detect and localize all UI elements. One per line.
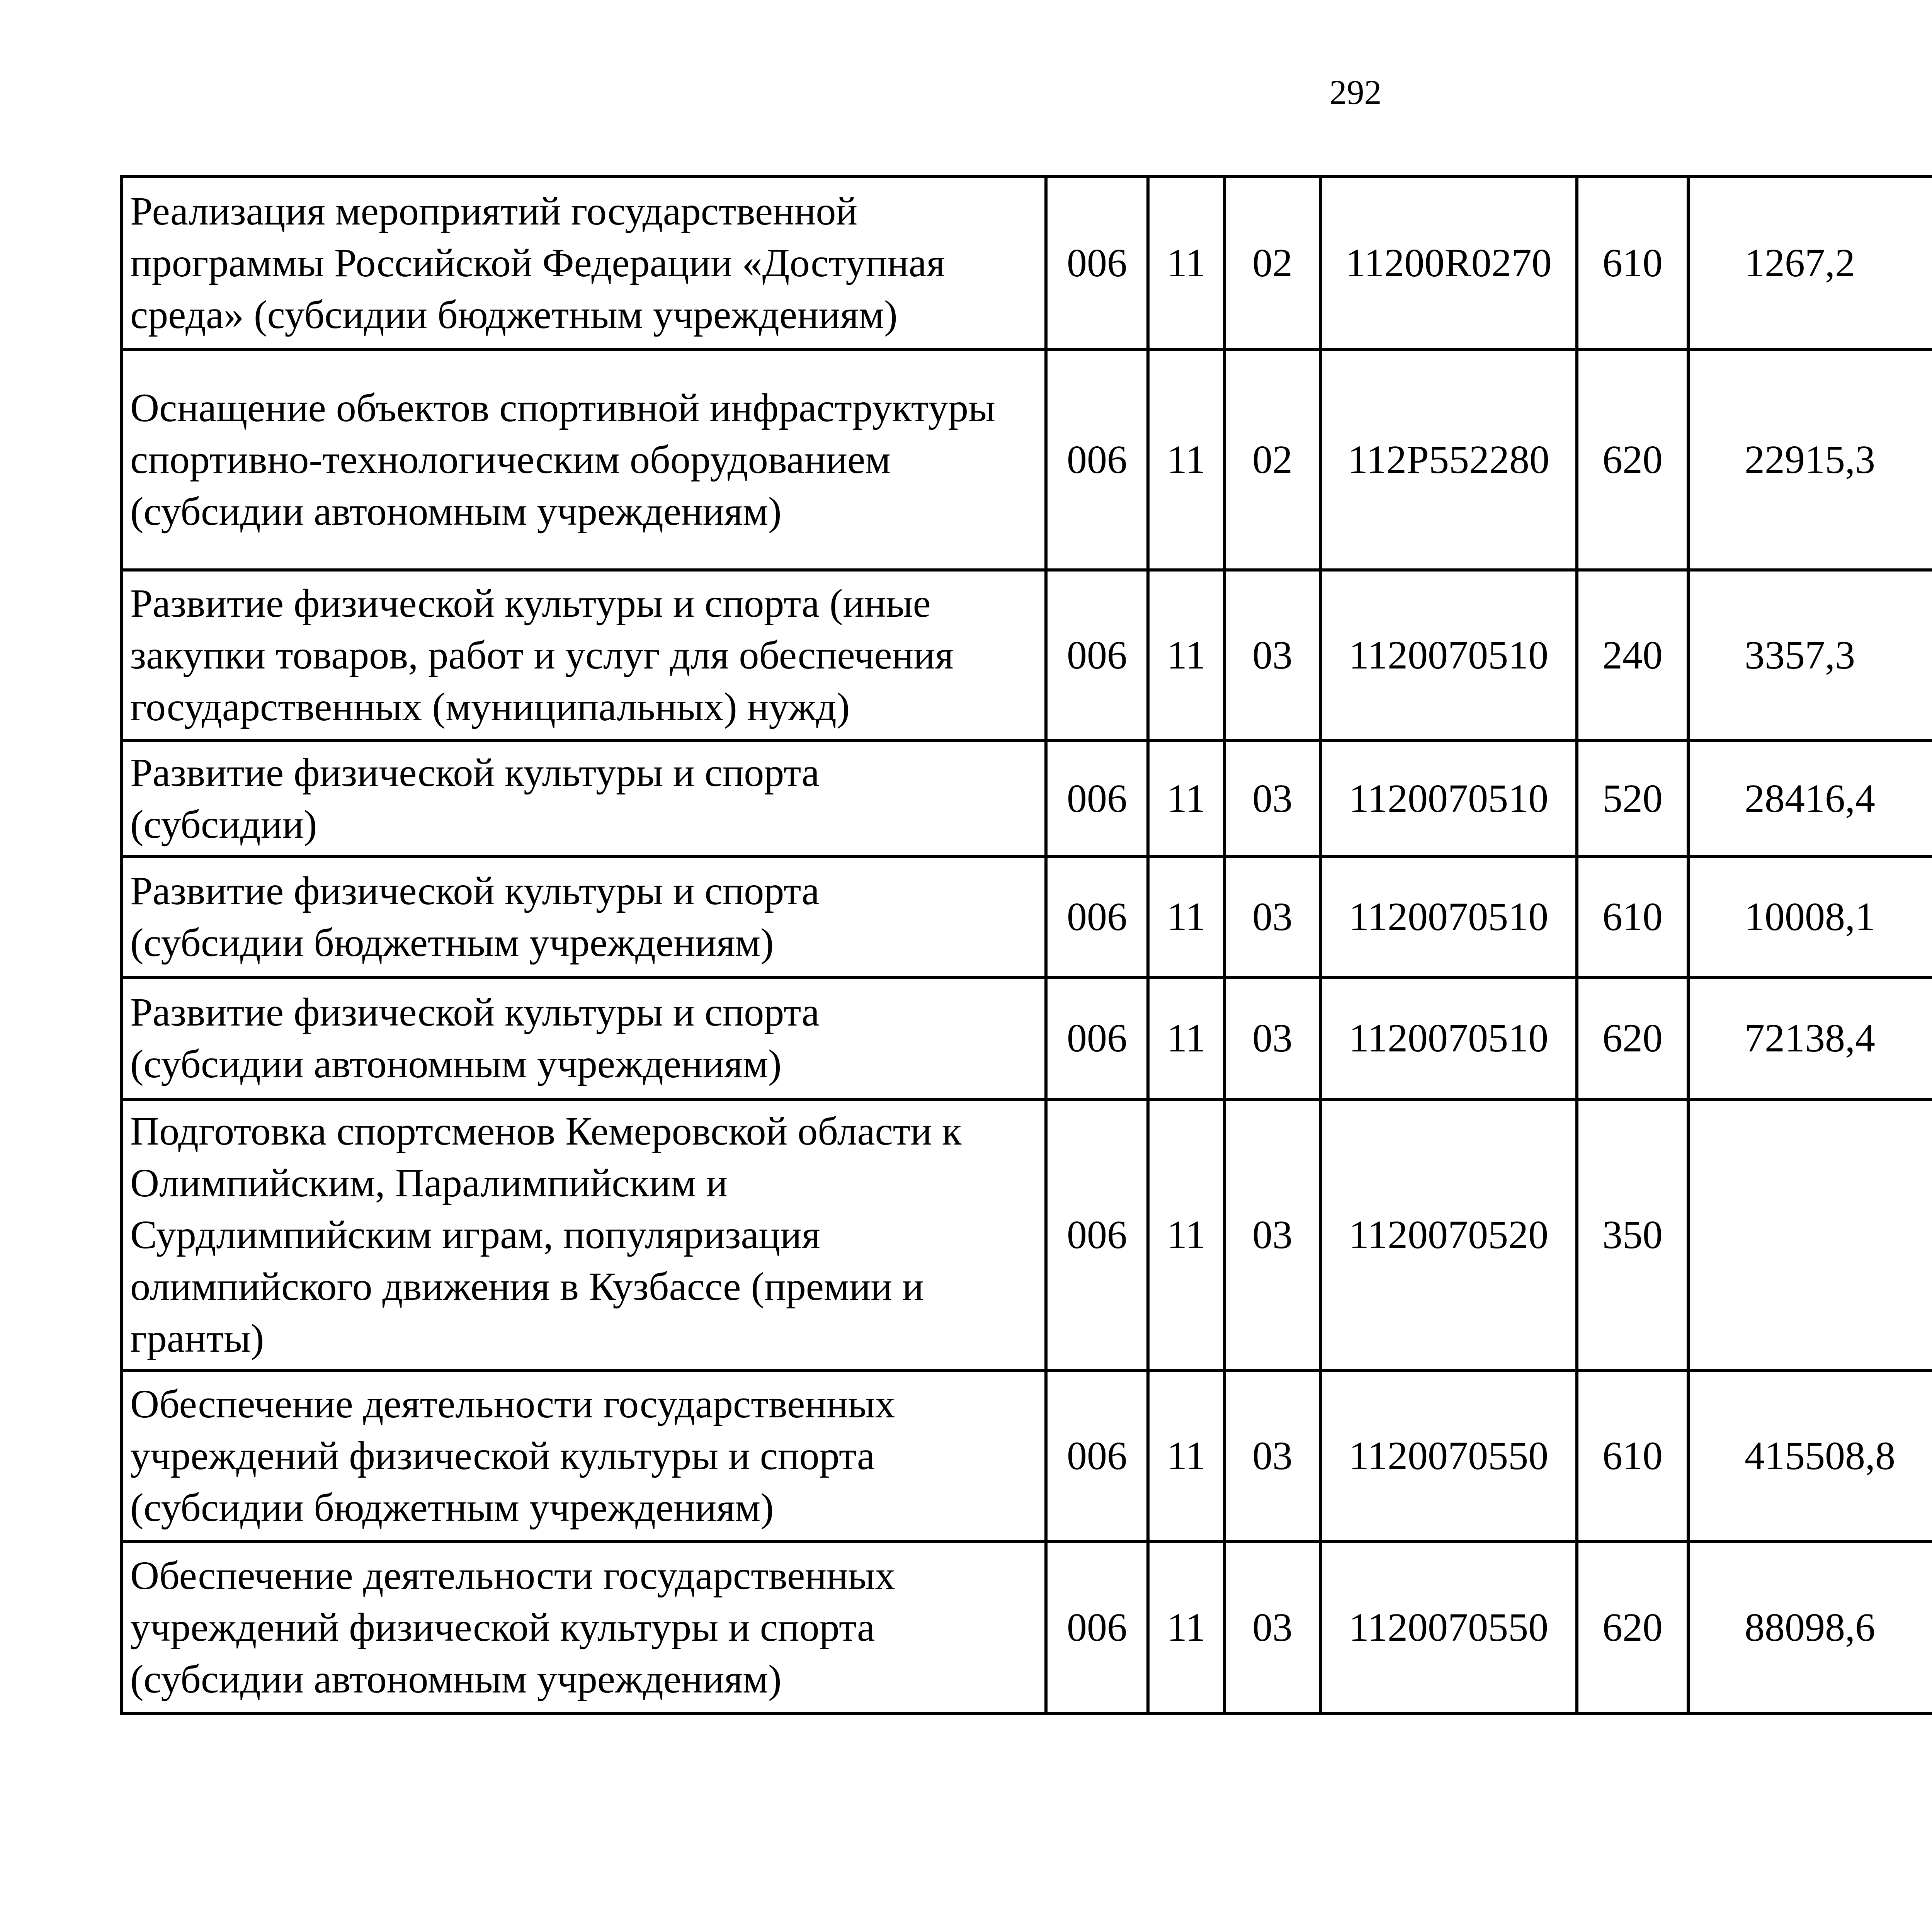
row-description: Развитие физической культуры и спорта (субсидии автономным учреждениям)	[122, 977, 1046, 1099]
subsection-code: 03	[1225, 977, 1320, 1099]
row-description: Обеспечение деятельности государственных учреждений физической культуры и спорта (субсидии автономным учреждениям)	[122, 1541, 1046, 1714]
section-code: 11	[1148, 977, 1225, 1099]
section-code: 11	[1148, 1099, 1225, 1371]
subsection-code: 03	[1225, 1541, 1320, 1714]
ministry-code: 006	[1046, 1099, 1148, 1371]
table-row	[122, 857, 1932, 977]
subsection-code: 03	[1225, 741, 1320, 857]
target-article-code: 1120070550	[1320, 1541, 1577, 1714]
row-description: Оснащение объектов спортивной инфраструктуры спортивно-технологическим оборудованием (субсидии автономным учреждениям)	[122, 350, 1046, 570]
row-description: Обеспечение деятельности государственных учреждений физической культуры и спорта (субсидии бюджетным учреждениям)	[122, 1371, 1046, 1541]
amount-year-1: 22915,3	[1688, 350, 1932, 570]
section-code: 11	[1148, 857, 1225, 977]
page-number: 292	[1329, 73, 1382, 112]
ministry-code: 006	[1046, 1541, 1148, 1714]
amount-year-1: 415508,8	[1688, 1371, 1932, 1541]
table-row	[122, 570, 1932, 741]
expense-type-code: 610	[1577, 857, 1688, 977]
subsection-code: 02	[1225, 177, 1320, 350]
table-row	[122, 350, 1932, 570]
subsection-code: 03	[1225, 1371, 1320, 1541]
table-row	[122, 1099, 1932, 1371]
expense-type-code: 620	[1577, 350, 1688, 570]
amount-year-1: 1267,2	[1688, 177, 1932, 350]
budget-table	[120, 175, 1932, 1715]
table-row	[122, 741, 1932, 857]
expense-type-code: 610	[1577, 177, 1688, 350]
expense-type-code: 520	[1577, 741, 1688, 857]
amount-year-1: 10008,1	[1688, 857, 1932, 977]
table-row	[122, 1541, 1932, 1714]
subsection-code: 02	[1225, 350, 1320, 570]
target-article-code: 1120070510	[1320, 570, 1577, 741]
subsection-code: 03	[1225, 1099, 1320, 1371]
amount-year-1: 72138,4	[1688, 977, 1932, 1099]
expense-type-code: 350	[1577, 1099, 1688, 1371]
expense-type-code: 620	[1577, 977, 1688, 1099]
subsection-code: 03	[1225, 570, 1320, 741]
section-code: 11	[1148, 741, 1225, 857]
amount-year-1: 88098,6	[1688, 1541, 1932, 1714]
section-code: 11	[1148, 1371, 1225, 1541]
target-article-code: 11200R0270	[1320, 177, 1577, 350]
row-description: Развитие физической культуры и спорта (иные закупки товаров, работ и услуг для обеспечения государственных (муниципальных) нужд)	[122, 570, 1046, 741]
subsection-code: 03	[1225, 857, 1320, 977]
ministry-code: 006	[1046, 741, 1148, 857]
expense-type-code: 620	[1577, 1541, 1688, 1714]
target-article-code: 1120070510	[1320, 741, 1577, 857]
section-code: 11	[1148, 1541, 1225, 1714]
ministry-code: 006	[1046, 977, 1148, 1099]
section-code: 11	[1148, 177, 1225, 350]
target-article-code: 1120070510	[1320, 857, 1577, 977]
target-article-code: 1120070510	[1320, 977, 1577, 1099]
target-article-code: 1120070550	[1320, 1371, 1577, 1541]
expense-type-code: 240	[1577, 570, 1688, 741]
table-row	[122, 1371, 1932, 1541]
amount-year-1: 3357,3	[1688, 570, 1932, 741]
expense-type-code: 610	[1577, 1371, 1688, 1541]
section-code: 11	[1148, 350, 1225, 570]
row-description: Подготовка спортсменов Кемеровской области к Олимпийским, Паралимпийским и Сурдлимпийским играм, популяризация олимпийского движения в Кузбассе (премии и гранты)	[122, 1099, 1046, 1371]
table-row	[122, 977, 1932, 1099]
ministry-code: 006	[1046, 1371, 1148, 1541]
ministry-code: 006	[1046, 570, 1148, 741]
ministry-code: 006	[1046, 350, 1148, 570]
row-description: Реализация мероприятий государственной программы Российской Федерации «Доступная среда» (субсидии бюджетным учреждениям)	[122, 177, 1046, 350]
ministry-code: 006	[1046, 177, 1148, 350]
target-article-code: 1120070520	[1320, 1099, 1577, 1371]
ministry-code: 006	[1046, 857, 1148, 977]
amount-year-1: 28416,4	[1688, 741, 1932, 857]
target-article-code: 112P552280	[1320, 350, 1577, 570]
section-code: 11	[1148, 570, 1225, 741]
table-row	[122, 177, 1932, 350]
amount-year-1	[1688, 1099, 1932, 1371]
row-description: Развитие физической культуры и спорта (субсидии)	[122, 741, 1046, 857]
row-description: Развитие физической культуры и спорта (субсидии бюджетным учреждениям)	[122, 857, 1046, 977]
